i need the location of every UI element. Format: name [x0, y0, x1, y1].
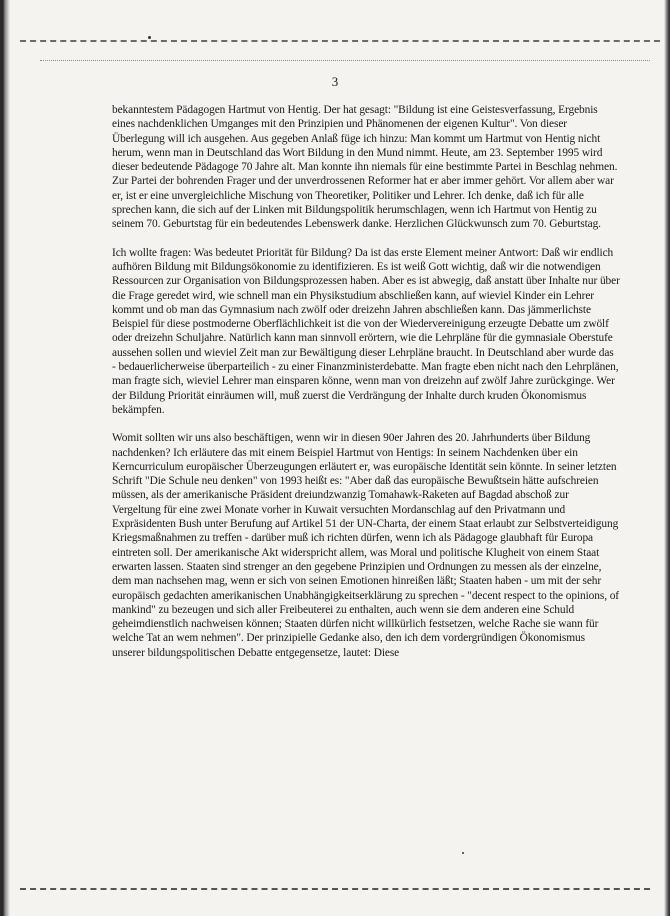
scan-speck	[148, 36, 151, 39]
page-number: 3	[331, 74, 339, 89]
scan-speck	[462, 852, 464, 854]
document-body	[112, 103, 620, 674]
paragraph-european-identity: Womit sollten wir uns also beschäftigen, wenn wir in diesen 90er Jahren des 20. Jahrhunderts über Bildung nachdenken? Ich erläutere das mit einem Beispiel Hartmut von Hentigs: In seinem Nachdenken über ein Kerncurriculum europäischer Überzeugungen erläutert er, was europäische Identität sein könnte. In seiner letzten Schrift "Die Schule neu denken" von 1993 heißt es: "Aber daß das europäische Bewußtsein hätte aufschreien müssen, als der amerikanische Präsident dreiundzwanzig Tomahawk-Raketen auf Bagdad abschoß zur Vergeltung für eine zwei Monate vorher in Kuwait versuchten Mordanschlag auf den Privatmann und Expräsidenten Bush unter Berufung auf Artikel 51 der UN-Charta, der einem Staat erlaubt zur Selbstverteidigung Kriegsmaßnahmen zu treffen - darüber muß ich richten dürfen, wenn ich als Pädagoge glaubhaft für Europa eintreten soll. Der amerikanische Akt widerspricht allem, was Moral und politische Klugheit von einem Staat erwarten lassen. Staaten sind strenger an den gegebene Prinzipien und Ordnungen zu messen als der einzelne, dem man nachsehen mag, wenn er sich von seinen Emotionen hinreißen läßt; Staaten haben - um mit der sehr europäisch gedachten amerikanischen Unabhängigkeitserklärung zu sprechen - "decent respect to the opinions, of mankind" zu bezeugen und sich aller Freibeuterei zu enthalten, auch wenn sie dem anderen eine Schuld geheimdienstlich nachweisen können; Staaten dürfen nicht willkürlich festsetzen, welche Rache sie wann für welche Tat an wem nehmen". Der prinzipielle Gedanke also, den ich dem vordergründigen Ökonomismus unserer bildungspolitischen Debatte entgegensetze, lautet: Diese	[112, 432, 619, 659]
fax-header-line	[20, 40, 660, 42]
fax-footer-line	[20, 888, 650, 890]
paragraph-hentig-tribute: bekanntestem Pädagogen Hartmut von Hentig. Der hat gesagt: "Bildung ist eine Geistesverfassung, Ergebnis eines nachdenklichen Umganges mit den Prinzipien und Phänomenen der eigenen Kultur". Von dieser Überlegung will ich ausgehen. Aus gegeben Anlaß füge ich hinzu: Man kommt um Hartmut von Hentig nicht herum, wenn man in Deutschland das Wort Bildung in den Mund nimmt. Heute, am 23. September 1995 wird dieser bedeutende Pädagoge 70 Jahre alt. Man konnte ihn niemals für eine bestimmte Partei in Beschlag nehmen. Zur Partei der bohrenden Frager und der unverdrossenen Reformer hat er aber immer gehört. Vor allem aber war er, ist er eine unvergleichliche Mischung von Theoretiker, Politiker und Lehrer. Ich denke, daß ich für alle sprechen kann, die sich auf der Linken mit Bildungspolitik herumschlagen, wenn ich Hartmut von Hentig zu seinem 70. Geburtstag für ein bedeutendes Lebenswerk danke. Herzlichen Glückwunsch zum 70. Geburtstag.	[112, 104, 618, 231]
fax-header-line-secondary	[40, 60, 650, 61]
scan-shadow-right	[664, 0, 670, 916]
scan-shadow-left	[0, 0, 10, 916]
paragraph-priority-for-education: Ich wollte fragen: Was bedeutet Priorität für Bildung? Da ist das erste Element meiner Antwort: Daß wir endlich aufhören Bildung mit Bildungsökonomie zu identifizieren. Es ist weiß Gott wichtig, daß wir die notwendigen Ressourcen zur Organisation von Bildungsprozessen haben. Aber es ist abwegig, daß anstatt über Inhalte nur über die Frage geredet wird, wie schnell man ein Physikstudium abschließen kann, auf wieviel Kinder ein Lehrer kommt und ob man das Gymnasium nach zwölf oder dreizehn Jahren abschließen kann. Das jämmerlichste Beispiel für diese postmoderne Oberflächlichkeit ist die von der Wiedervereinigung erzeugte Debatte um zwölf oder dreizehn Schuljahre. Natürlich kann man sinnvoll erörtern, wie die Lehrpläne für die gymnasiale Oberstufe aussehen sollen und wieviel Zeit man zur Bewältigung dieser Lehrpläne braucht. In Deutschland aber wurde das - bedauerlicherweise überparteilich - zu einer Finanzministerdebatte. Man fragte eben nicht nach den Lehrplänen, man fragte sich, wieviel Lehrer man einsparen könne, wenn man von dreizehn auf zwölf Jahre zurückginge. Wer der Bildung Priorität einräumen will, muß zuerst die Verdrängung der Inhalte durch kruden Ökonomismus bekämpfen.	[112, 246, 620, 416]
